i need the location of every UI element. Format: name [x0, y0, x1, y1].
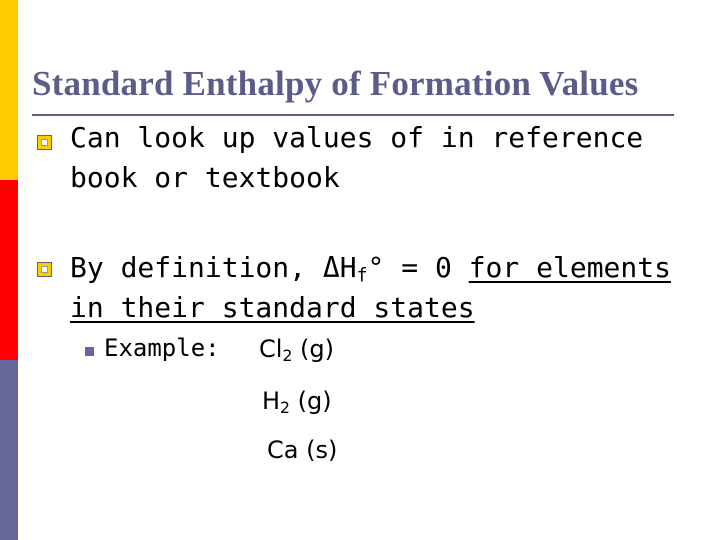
title-underline — [32, 114, 674, 116]
bullet-2-underlined-1: for elements — [468, 251, 671, 284]
bullet-1-line-1: Can look up values of in reference — [70, 121, 644, 154]
bullet-2-line-2: in their standard states — [70, 291, 475, 324]
bullet-2-mid: ° = 0 — [367, 251, 469, 284]
accent-bar-yellow — [0, 0, 18, 180]
bullet-2-prefix: By definition, ΔH — [70, 251, 357, 284]
accent-bar-red — [0, 180, 18, 360]
sub-bullet-icon — [85, 347, 94, 356]
bullet-1-line-2: book or textbook — [70, 161, 340, 194]
slide-title: Standard Enthalpy of Formation Values — [32, 64, 639, 103]
example-item-cl2: $Cl_2$ (g) — [259, 335, 334, 365]
subscript-f: f — [356, 265, 368, 287]
accent-bar-purple — [0, 360, 18, 540]
example-item-h2: $H_2$ (g) — [262, 387, 332, 417]
bullet-box-icon — [37, 135, 52, 150]
bullet-box-icon — [37, 262, 52, 277]
example-label: Example: — [104, 334, 220, 362]
bullet-2-line-1 — [70, 250, 671, 295]
example-item-ca: Ca (s) — [267, 436, 338, 464]
